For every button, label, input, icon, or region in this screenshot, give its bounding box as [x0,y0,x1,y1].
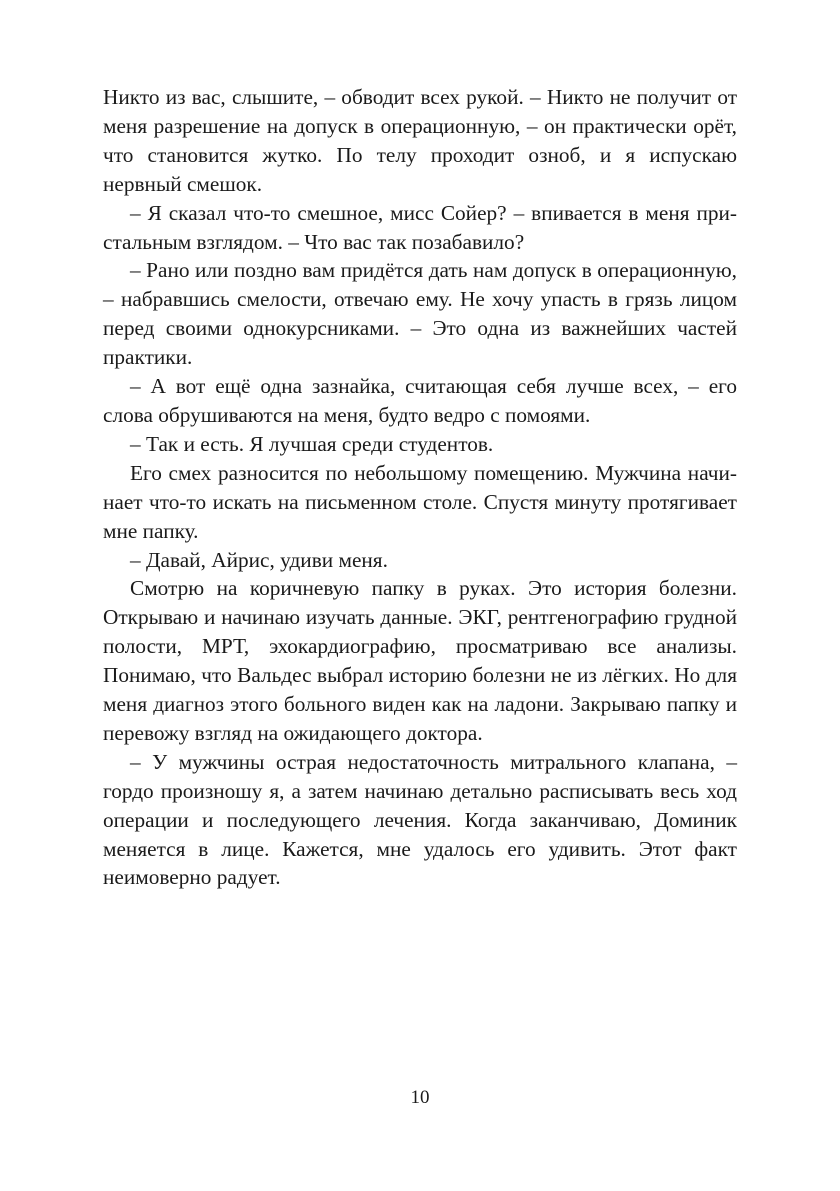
paragraph: – Я сказал что-то смешное, мисс Сойер? – впивается в меня пристальным взглядом. – Что вас так позабавило? [103,200,737,254]
paragraph: Никто из вас, слышите, – обводит всех рукой. – Никто не получит от меня разрешение на допуск в операционную, – он практически орёт, что становится жутко. По телу проходит озноб, и я испускаю нервный смешок. [103,85,737,196]
paragraph: Смотрю на коричневую папку в руках. Это история болезни. Открываю и начинаю изучать данные. ЭКГ, рентгенографию грудной полости, МРТ, эхокардиографию, просматриваю все анализы. Понимаю, что Вальдес выбрал историю болезни не из лёгких. Но для меня диагноз этого больного виден как на ладони. Закрываю папку и перевожу взгляд на ожидающего доктора. [103,576,737,745]
paragraph: – Так и есть. Я лучшая среди студентов. [130,431,494,456]
paragraph: – Рано или поздно вам придётся дать нам допуск в операционную, – набравшись смелости, отвечаю ему. Не хочу упасть в грязь лицом перед своими однокурсниками. – Это одна из важнейших частей практики. [103,258,737,370]
paragraph: – Давай, Айрис, удиви меня. [130,547,388,572]
paragraph: – А вот ещё одна зазнайка, считающая себя лучше всех, – его слова обрушиваются на меня, будто ведро с помоями. [103,374,737,427]
body-text [103,83,737,892]
paragraph: Его смех разносится по небольшому помещению. Мужчина начинает что-то искать на письменном столе. Спустя минуту протягивает мне папку. [103,460,737,543]
page-number: 10 [410,1087,430,1108]
paragraph: – У мужчины острая недостаточность митрального клапана, – гордо произношу я, а затем начинаю детально расписывать весь ход операции и последующего лечения. Когда заканчиваю, Доминик меняется в лице. Кажется, мне удалось его удивить. Этот факт неимоверно радует. [103,749,737,890]
